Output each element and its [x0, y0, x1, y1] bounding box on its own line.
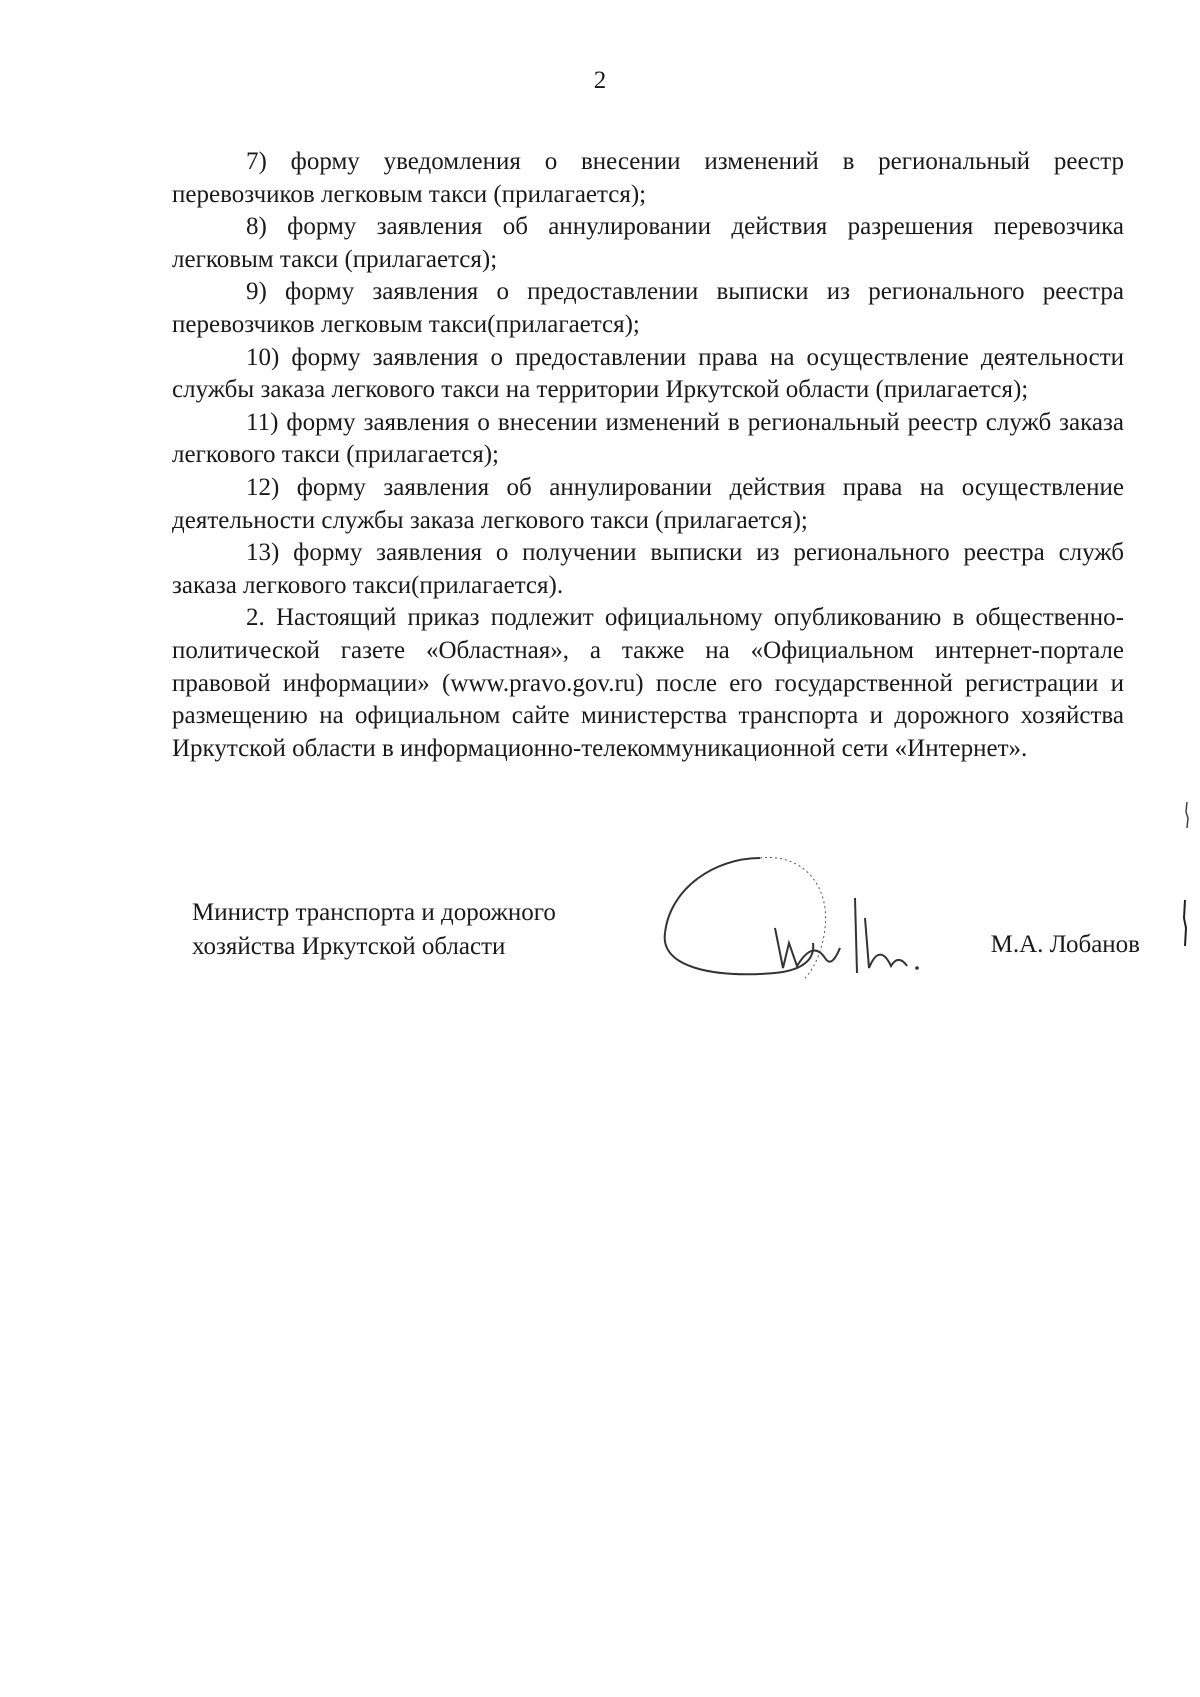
- list-item-13: 13) форму заявления о получении выписки из регионального реестра служб заказа легкового такси(прилагается).: [172, 539, 1124, 599]
- publication-paragraph: 2. Настоящий приказ подлежит официальному опубликованию в общественно-политической газете «Областная», а также на «Официальном интернет-портале правовой информации» (www.pravo.gov.ru) после его государственной регистрации и размещению на официальном сайте министерства транспорта и дорожного хозяйства Иркутской области в информационно-телекоммуникационной сети «Интернет».: [172, 604, 1124, 762]
- document-body: [172, 146, 1124, 765]
- signatory-name: М.А. Лобанов: [990, 931, 1140, 958]
- scan-artifact-mark: [1180, 898, 1190, 948]
- list-item-9: 9) форму заявления о предоставлении выписки из регионального реестра перевозчиков легковым такси(прилагается);: [172, 278, 1124, 338]
- list-item-11: 11) форму заявления о внесении изменений в региональный реестр служб заказа легкового такси (прилагается);: [172, 408, 1124, 469]
- list-item-12: 12) форму заявления об аннулировании действия права на осуществление деятельности службы заказа легкового такси (прилагается);: [172, 473, 1124, 534]
- list-item-10: 10) форму заявления о предоставлении права на осуществление деятельности службы заказа легкового такси на территории Иркутской области (прилагается);: [172, 343, 1124, 404]
- signatory-position-line1: Министр транспорта и дорожного: [192, 899, 556, 926]
- list-item-7: 7) форму уведомления о внесении изменений в региональный реестр перевозчиков легковым такси (прилагается);: [172, 148, 1124, 208]
- page-number: 2: [593, 67, 607, 94]
- signatory-position-line2: хозяйства Иркутской области: [192, 933, 506, 960]
- scan-artifact-mark: [1182, 800, 1192, 830]
- handwritten-signature: [655, 848, 945, 998]
- signature-block: [0, 888, 1200, 1008]
- list-item-8: 8) форму заявления об аннулировании действия разрешения перевозчика легковым такси (прилагается);: [172, 213, 1124, 273]
- signatory-position: [192, 896, 652, 964]
